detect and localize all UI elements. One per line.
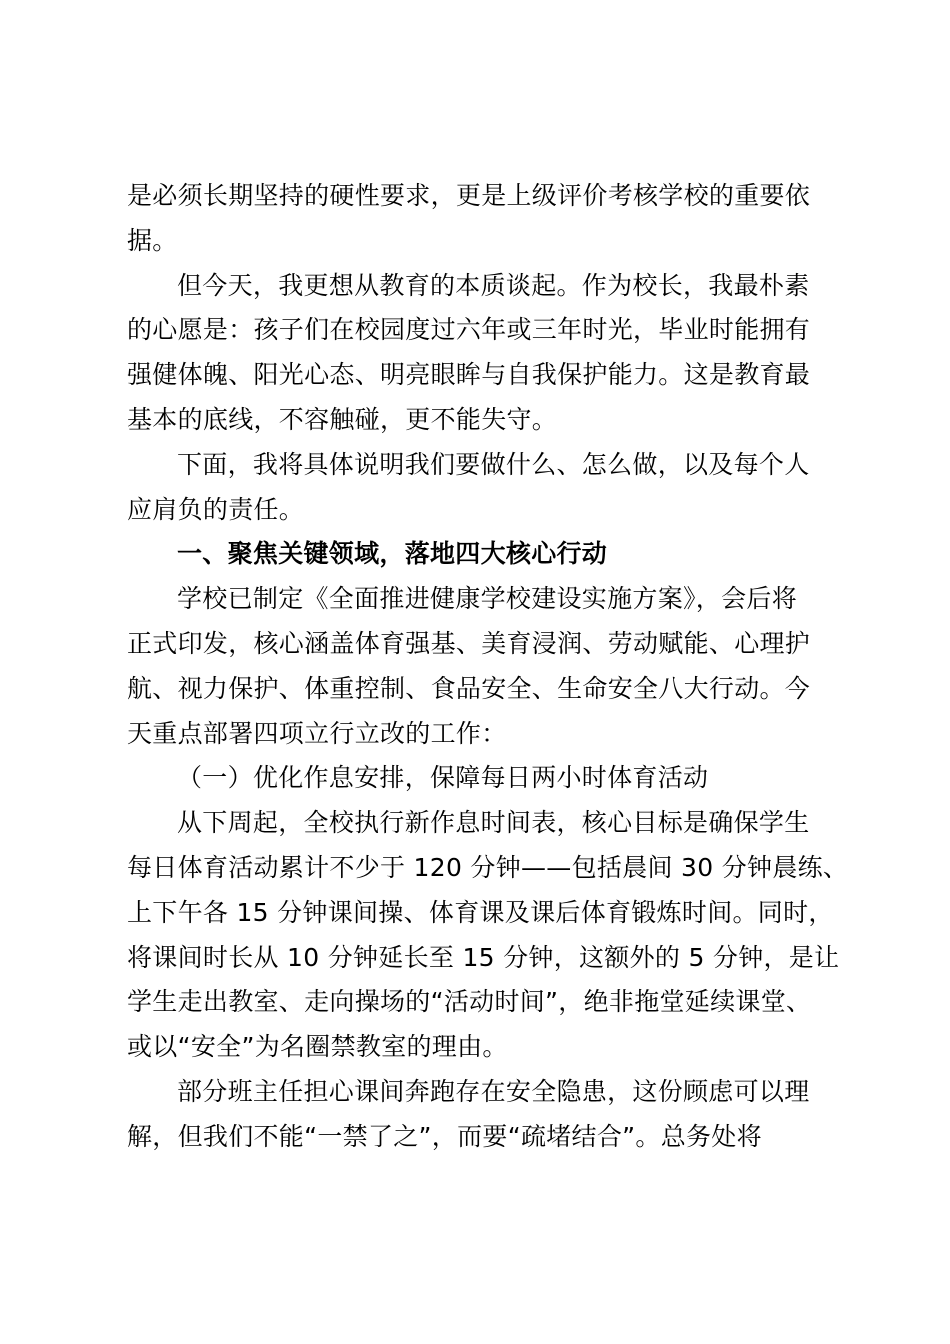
paragraph-start-line: 学校已制定《全面推进健康学校建设实施方案》，会后将: [177, 584, 798, 614]
text-line: 应肩负的责任。: [127, 494, 305, 524]
text-line: 或以“安全”为名圈禁教室的理由。: [127, 1032, 508, 1062]
text-line: 每日体育活动累计不少于 120 分钟——包括晨间 30 分钟晨练、: [127, 852, 849, 882]
paragraph-start-line: 下面，我将具体说明我们要做什么、怎么做，以及每个人: [177, 449, 810, 479]
text-line: 解，但我们不能“一禁了之”，而要“疏堵结合”。总务处将: [127, 1121, 762, 1151]
paragraph-start-line: 但今天，我更想从教育的本质谈起。作为校长，我最朴素: [177, 270, 810, 300]
section-heading: 一、聚焦关键领域，落地四大核心行动: [177, 539, 608, 569]
text-line: 的心愿是：孩子们在校园度过六年或三年时光，毕业时能拥有: [127, 315, 811, 345]
paragraph-start-line: 部分班主任担心课间奔跑存在安全隐患，这份顾虑可以理: [177, 1076, 810, 1106]
text-line: 是必须长期坚持的硬性要求，更是上级评价考核学校的重要依: [127, 181, 811, 210]
text-line: 天重点部署四项立行立改的工作：: [127, 718, 507, 748]
document-body: [127, 174, 849, 1160]
text-line: 据。: [127, 225, 178, 255]
text-line: 正式印发，核心涵盖体育强基、美育浸润、劳动赋能、心理护: [127, 628, 811, 658]
text-line: 强健体魄、阳光心态、明亮眼眸与自我保护能力。这是教育最: [127, 360, 811, 390]
text-line: 将课间时长从 10 分钟延长至 15 分钟，这额外的 5 分钟，是让: [127, 942, 840, 972]
subsection-heading: （一）优化作息安排，保障每日两小时体育活动: [177, 763, 709, 793]
text-line: 基本的底线，不容触碰，更不能失守。: [127, 404, 558, 434]
paragraph-start-line: 从下周起，全校执行新作息时间表，核心目标是确保学生: [177, 808, 810, 838]
text-line: 航、视力保护、体重控制、食品安全、生命安全八大行动。今: [127, 673, 811, 703]
text-line: 上下午各 15 分钟课间操、体育课及课后体育锻炼时间。同时，: [127, 897, 834, 927]
text-line: 学生走出教室、走向操场的“活动时间”，绝非拖堂延续课堂、: [127, 987, 812, 1017]
